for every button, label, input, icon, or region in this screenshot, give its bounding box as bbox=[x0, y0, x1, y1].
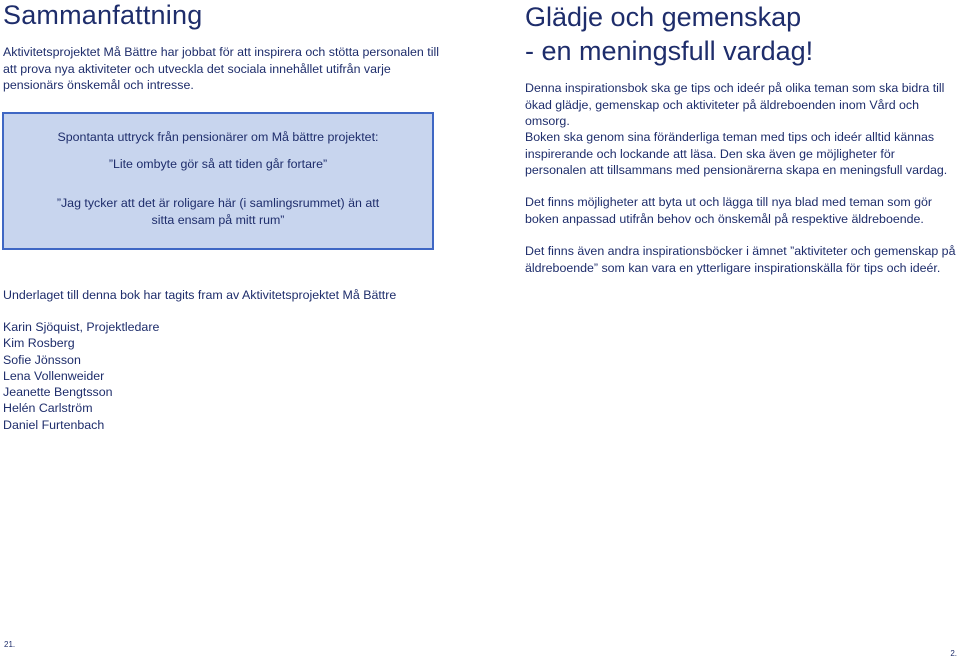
right-heading bbox=[525, 0, 813, 68]
contributor-item: Karin Sjöquist, Projektledare bbox=[3, 320, 160, 334]
contributor-list bbox=[3, 319, 159, 433]
basis-statement: Underlaget till denna bok har tagits fram av Aktivitetsprojektet Må Bättre bbox=[3, 288, 397, 302]
quote-one: ”Lite ombyte gör så att tiden går fortare” bbox=[108, 157, 328, 171]
contributor-item: Daniel Furtenbach bbox=[3, 417, 105, 432]
right-heading-line-2: - en meningsfull vardag! bbox=[525, 36, 814, 66]
contributor-item: Jeanette Bengtsson bbox=[3, 385, 113, 400]
paragraph: Det finns även andra inspirationsböcker i ämnet ”aktiviteter och gemenskap på äldreboende” som kan vara en ytterligare inspirationskälla för tips och ideér. bbox=[525, 244, 956, 275]
paragraph: Denna inspirationsbok ska ge tips och ideér på olika teman som ska bidra till ökad glädje, gemenskap och aktiviteter på äldreboenden inom Vård och omsorg. bbox=[525, 81, 945, 128]
right-page bbox=[480, 0, 960, 659]
contributor-item: Helén Carlström bbox=[3, 401, 93, 416]
paragraph: Boken ska genom sina föränderliga teman med tips och ideér alltid kännas inspirerande och lockande att läsa. Den ska även ge möjligheter för personalen att tillsammans med pensionärerna skapa en meningsfull vardag. bbox=[525, 130, 948, 177]
contributor-item: Lena Vollenweider bbox=[3, 368, 105, 383]
right-heading-line-1: Glädje och gemenskap bbox=[525, 2, 802, 32]
contributor-item: Sofie Jönsson bbox=[3, 352, 81, 367]
quote-box-intro: Spontanta uttryck från pensionärer om Må bättre projektet: bbox=[57, 130, 379, 144]
paragraph: Det finns möjligheter att byta ut och lägga till nya blad med teman som gör boken anpassad utifrån behov och önskemål på respektive äldreboende. bbox=[525, 195, 933, 226]
contributor-item: Kim Rosberg bbox=[3, 336, 75, 351]
summary-intro: Aktivitetsprojektet Må Bättre har jobbat för att inspirera och stötta personalen till att prova nya aktiviteter och utveckla det sociala innehållet utifrån varje pensionärs önskemål och intresse. bbox=[3, 45, 439, 92]
page-number-left: 21. bbox=[4, 640, 16, 649]
summary-heading: Sammanfattning bbox=[3, 0, 203, 30]
page-number-right: 2. bbox=[950, 649, 957, 658]
quote-two: ”Jag tycker att det är roligare här (i samlingsrummet) än att sitta ensam på mitt rum” bbox=[56, 196, 380, 227]
quote-box bbox=[2, 112, 434, 250]
